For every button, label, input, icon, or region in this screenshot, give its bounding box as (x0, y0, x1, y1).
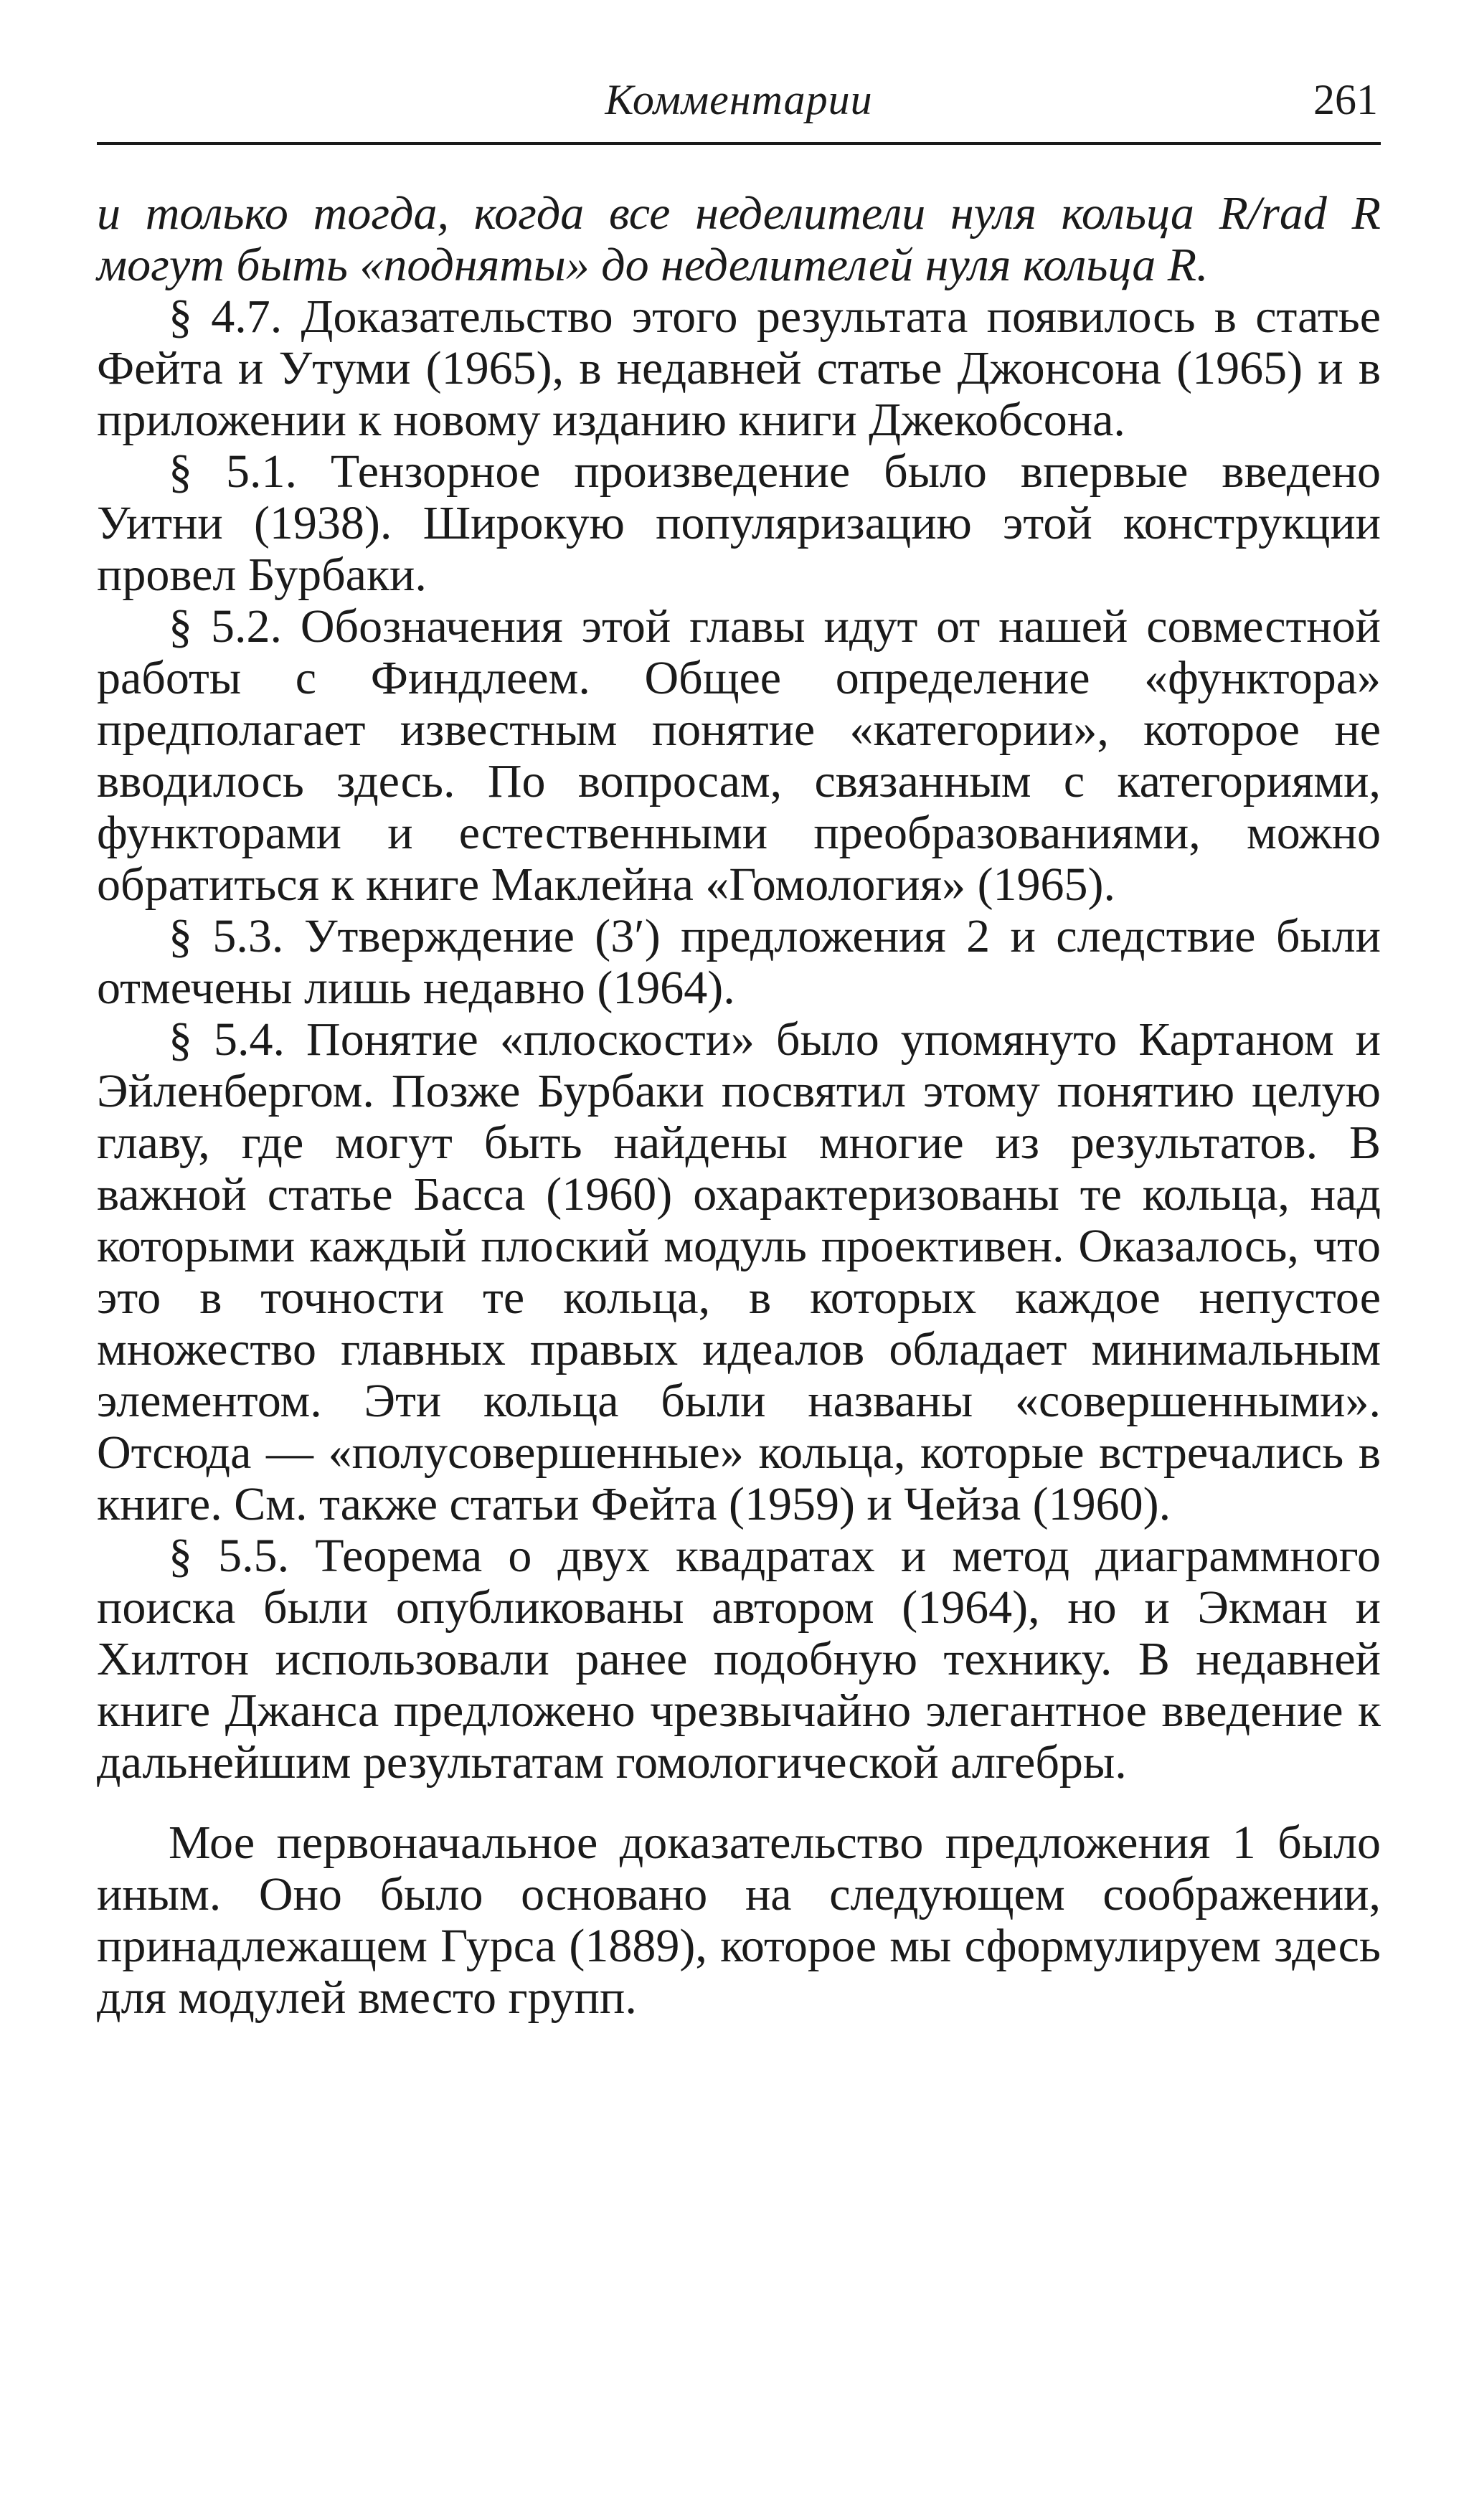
paragraph-5-2: § 5.2. Обозначения этой главы идут от нашей совместной работы с Финдлеем. Общее определение «функтора» предполагает известным понятие «категории», которое не вводилось здесь. По вопросам, связанным с категориями, функторами и естественными преобразованиями, можно обратиться к книге Маклейна «Гомология» (1965). (97, 600, 1381, 911)
paragraph-5-3: § 5.3. Утверждение (3′) предложения 2 и следствие были отмечены лишь недавно (1964). (97, 910, 1381, 1014)
paragraph-5-4: § 5.4. Понятие «плоскости» было упомянуто Картаном и Эйленбергом. Позже Бурбаки посвятил этому понятию целую главу, где могут быть найдены многие из результатов. В важной статье Басса (1960) охарактеризованы те кольца, над которыми каждый плоский модуль проективен. Оказалось, что это в точности те кольца, в которых каждое непустое множество главных правых идеалов обладает минимальным элементом. Эти кольца были названы «совершенными». Отсюда — «полусовершенные» кольца, которые встречались в книге. См. также статьи Фейта (1959) и Чейза (1960). (97, 1013, 1381, 1530)
paragraph-proof-note: Мое первоначальное доказательство предложения 1 было иным. Оно было основано на следующем соображении, принадлежащем Гурса (1889), которое мы сформулируем здесь для модулей вместо групп. (97, 1816, 1381, 2024)
paragraph-5-5: § 5.5. Теорема о двух квадратах и метод диаграммного поиска были опубликованы автором (1964), но и Экман и Хилтон использовали ранее подобную технику. В недавней книге Джанса предложено чрезвычайно элегантное введение к дальнейшим результатам гомологической алгебры. (97, 1530, 1381, 1789)
body-text (97, 188, 1381, 2024)
page-number: 261 (1313, 76, 1378, 123)
header-title: Комментарии (605, 76, 873, 123)
paragraph-5-1: § 5.1. Тензорное произведение было впервые введено Уитни (1938). Широкую популяризацию этой конструкции провел Бурбаки. (97, 445, 1381, 601)
paragraph-continuation: и только тогда, когда все неделители нуля кольца R/rad R могут быть «подняты» до неделителей нуля кольца R. (97, 187, 1381, 291)
paragraph-4-7: § 4.7. Доказательство этого результата появилось в статье Фейта и Утуми (1965), в недавней статье Джонсона (1965) и в приложении к новому изданию книги Джекобсона. (97, 290, 1381, 446)
book-page (97, 0, 1381, 2520)
running-header (97, 68, 1381, 133)
header-rule (97, 142, 1381, 145)
